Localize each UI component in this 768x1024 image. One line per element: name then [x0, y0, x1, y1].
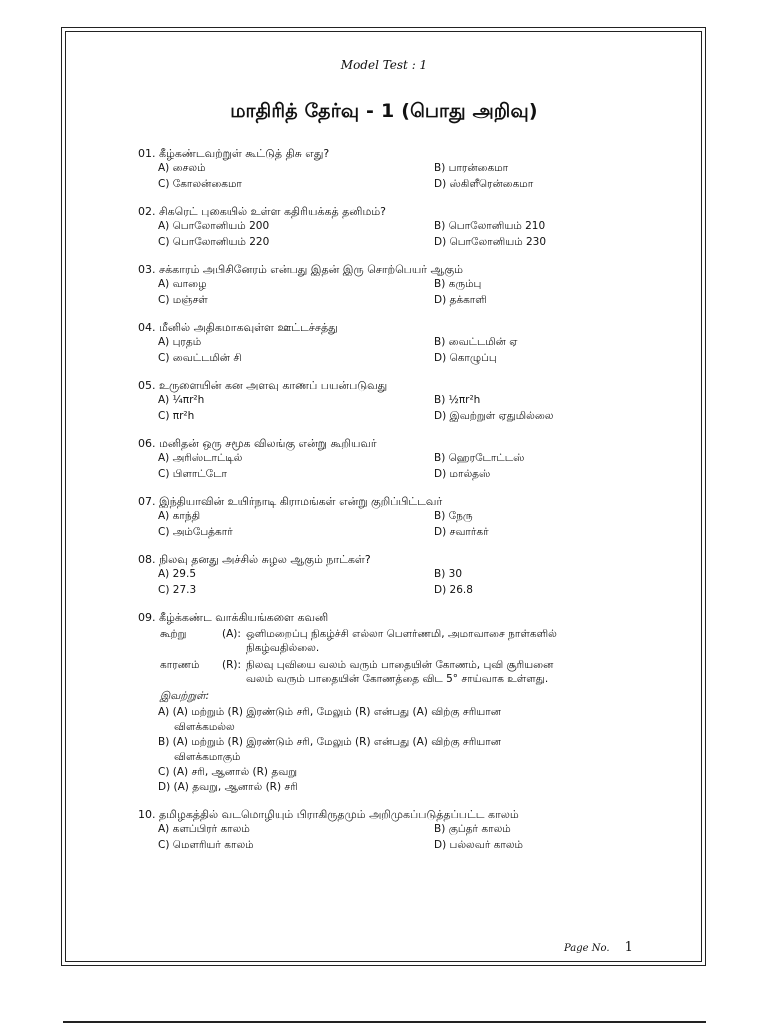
question-list [138, 146, 578, 865]
option-b: B) வைட்டமின் ஏ [434, 336, 518, 348]
question-item [138, 552, 578, 598]
option-a-text: A) (A) மற்றும் (R) இரண்டும் சரி, மேலும் (R) என்பது (A) விற்கு சரியான [158, 706, 501, 718]
options-label: இவற்றுள்: [160, 690, 210, 702]
option-d: D) 26.8 [434, 583, 473, 596]
option-c: C) அம்பேத்கார் [158, 525, 233, 538]
question-item [138, 262, 578, 308]
reason-tag: (R): [222, 659, 242, 671]
question-text: 08. நிலவு தனது அச்சில் சுழல ஆகும் நாட்கள்? [138, 553, 371, 566]
reason-label: காரணம் [160, 659, 200, 671]
assertion-tag: (A): [222, 628, 241, 640]
option-c: C) பொலோனியம் 220 [158, 235, 270, 248]
page-number-label: Page No. [564, 943, 610, 954]
question-item [138, 146, 578, 192]
option-c: C) πr²h [158, 409, 195, 422]
option-d: D) ஸ்கிளீரென்கைமா [434, 177, 534, 190]
option-b [158, 735, 578, 765]
option-b: B) ½πr²h [434, 394, 481, 406]
option-b: B) பொலோனியம் 210 [434, 220, 546, 232]
page-header: Model Test : 1 [340, 58, 428, 72]
option-a: A) சைலம் [158, 162, 206, 174]
option-c: C) பிளாட்டோ [158, 467, 227, 480]
option-a: A) ¼πr²h [158, 394, 205, 406]
assertion-label: கூற்று [160, 628, 187, 640]
option-d: D) இவற்றுள் ஏதுமில்லை [434, 409, 554, 422]
question-options [158, 219, 578, 250]
reason-text: நிலவு புவியை வலம் வரும் பாதையின் கோணம், புவி சூரியனை வலம் வரும் பாதையின் கோணத்தை விட 5° சாய்வாக உள்ளது. [246, 659, 554, 685]
question-options [158, 567, 578, 598]
option-b-text: B) (A) மற்றும் (R) இரண்டும் சரி, மேலும் (R) என்பது (A) விற்கு சரியான [158, 736, 501, 748]
option-d: D) தக்காளி [434, 293, 487, 306]
option-b: B) ஹெரடோட்டஸ் [434, 452, 525, 464]
option-c: C) மௌரியர் காலம் [158, 838, 254, 851]
option-c: C) மஞ்சள் [158, 293, 208, 306]
option-a: A) காந்தி [158, 510, 201, 522]
option-b-continuation: விளக்கமாகும் [174, 751, 241, 763]
option-a: A) புரதம் [158, 336, 202, 348]
question-item [138, 320, 578, 366]
option-a: A) களப்பிரர் காலம் [158, 823, 250, 835]
option-a: A) அரிஸ்டாட்டில் [158, 452, 243, 464]
question-text: 10. தமிழகத்தில் வடமொழியும் பிராகிருதமும் அறிமுகப்படுத்தப்பட்ட காலம் [138, 808, 519, 821]
option-b: B) நேரு [434, 510, 473, 522]
option-d: D) மால்தஸ் [434, 467, 491, 480]
option-b: B) கரும்பு [434, 278, 482, 290]
question-text: 07. இந்தியாவின் உயிர்நாடி கிராமங்கள் என்று குறிப்பிட்டவர் [138, 495, 443, 508]
option-d: D) கொழுப்பு [434, 351, 497, 364]
question-item [138, 494, 578, 540]
option-c: C) (A) சரி, ஆனால் (R) தவறு [158, 766, 298, 778]
option-a: A) பொலோனியம் 200 [158, 220, 270, 232]
page-footer [564, 936, 633, 955]
question-item [138, 204, 578, 250]
option-a: A) 29.5 [158, 568, 196, 580]
question-options [158, 277, 578, 308]
question-options [158, 335, 578, 366]
option-a: A) வாழை [158, 278, 207, 290]
question-text: 01. கீழ்கண்டவற்றுள் கூட்டுத் திசு எது? [138, 147, 330, 160]
question-options [158, 161, 578, 192]
option-d: D) பல்லவர் காலம் [434, 838, 524, 851]
question-item [138, 807, 578, 853]
question-text: 09. கீழ்க்கண்ட வாக்கியங்களை கவனி [138, 611, 329, 624]
question-text: 03. சக்காரம் அபிசினேரம் என்பது இதன் இரு சொற்பெயர் ஆகும் [138, 263, 463, 276]
question-options [158, 822, 578, 853]
page-title: மாதிரித் தேர்வு - 1 (பொது அறிவு) [230, 100, 538, 122]
option-b: B) குப்தர் காலம் [434, 823, 511, 835]
option-c: C) 27.3 [158, 583, 197, 596]
option-d: D) (A) தவறு, ஆனால் (R) சரி [158, 781, 298, 793]
question-options [158, 451, 578, 482]
question-item [138, 378, 578, 424]
reason-row [160, 658, 578, 686]
option-c: C) வைட்டமின் சி [158, 351, 242, 364]
question-text: 05. உருளையின் கன அளவு காணப் பயன்படுவது [138, 379, 388, 392]
option-b: B) பாரன்கைமா [434, 162, 509, 174]
option-d: D) பொலோனியம் 230 [434, 235, 547, 248]
assertion-text: ஒளிமறைப்பு நிகழ்ச்சி எல்லா பௌர்ணமி, அமாவாசை நாள்களில் நிகழ்வதில்லை. [246, 628, 557, 654]
option-d: D) சவார்கர் [434, 525, 489, 538]
question-item [138, 436, 578, 482]
question-text: 06. மனிதன் ஒரு சமூக விலங்கு என்று கூறியவர் [138, 437, 377, 450]
question-options [158, 393, 578, 424]
option-a-continuation: விளக்கமல்ல [174, 721, 235, 733]
question-text: 04. மீனில் அதிகமாகவுள்ள ஊட்டச்சத்து [138, 321, 338, 334]
question-options [158, 509, 578, 540]
option-c: C) கோலன்கைமா [158, 177, 242, 190]
assertion-row [160, 627, 578, 655]
bottom-rule [63, 1021, 706, 1023]
question-item-assertion-reason [138, 610, 578, 795]
question-text: 02. சிகரெட் புகையில் உள்ள கதிரியக்கத் தனிமம்? [138, 205, 387, 218]
option-b: B) 30 [434, 568, 462, 580]
page-number: 1 [624, 940, 633, 955]
option-a [158, 705, 578, 735]
